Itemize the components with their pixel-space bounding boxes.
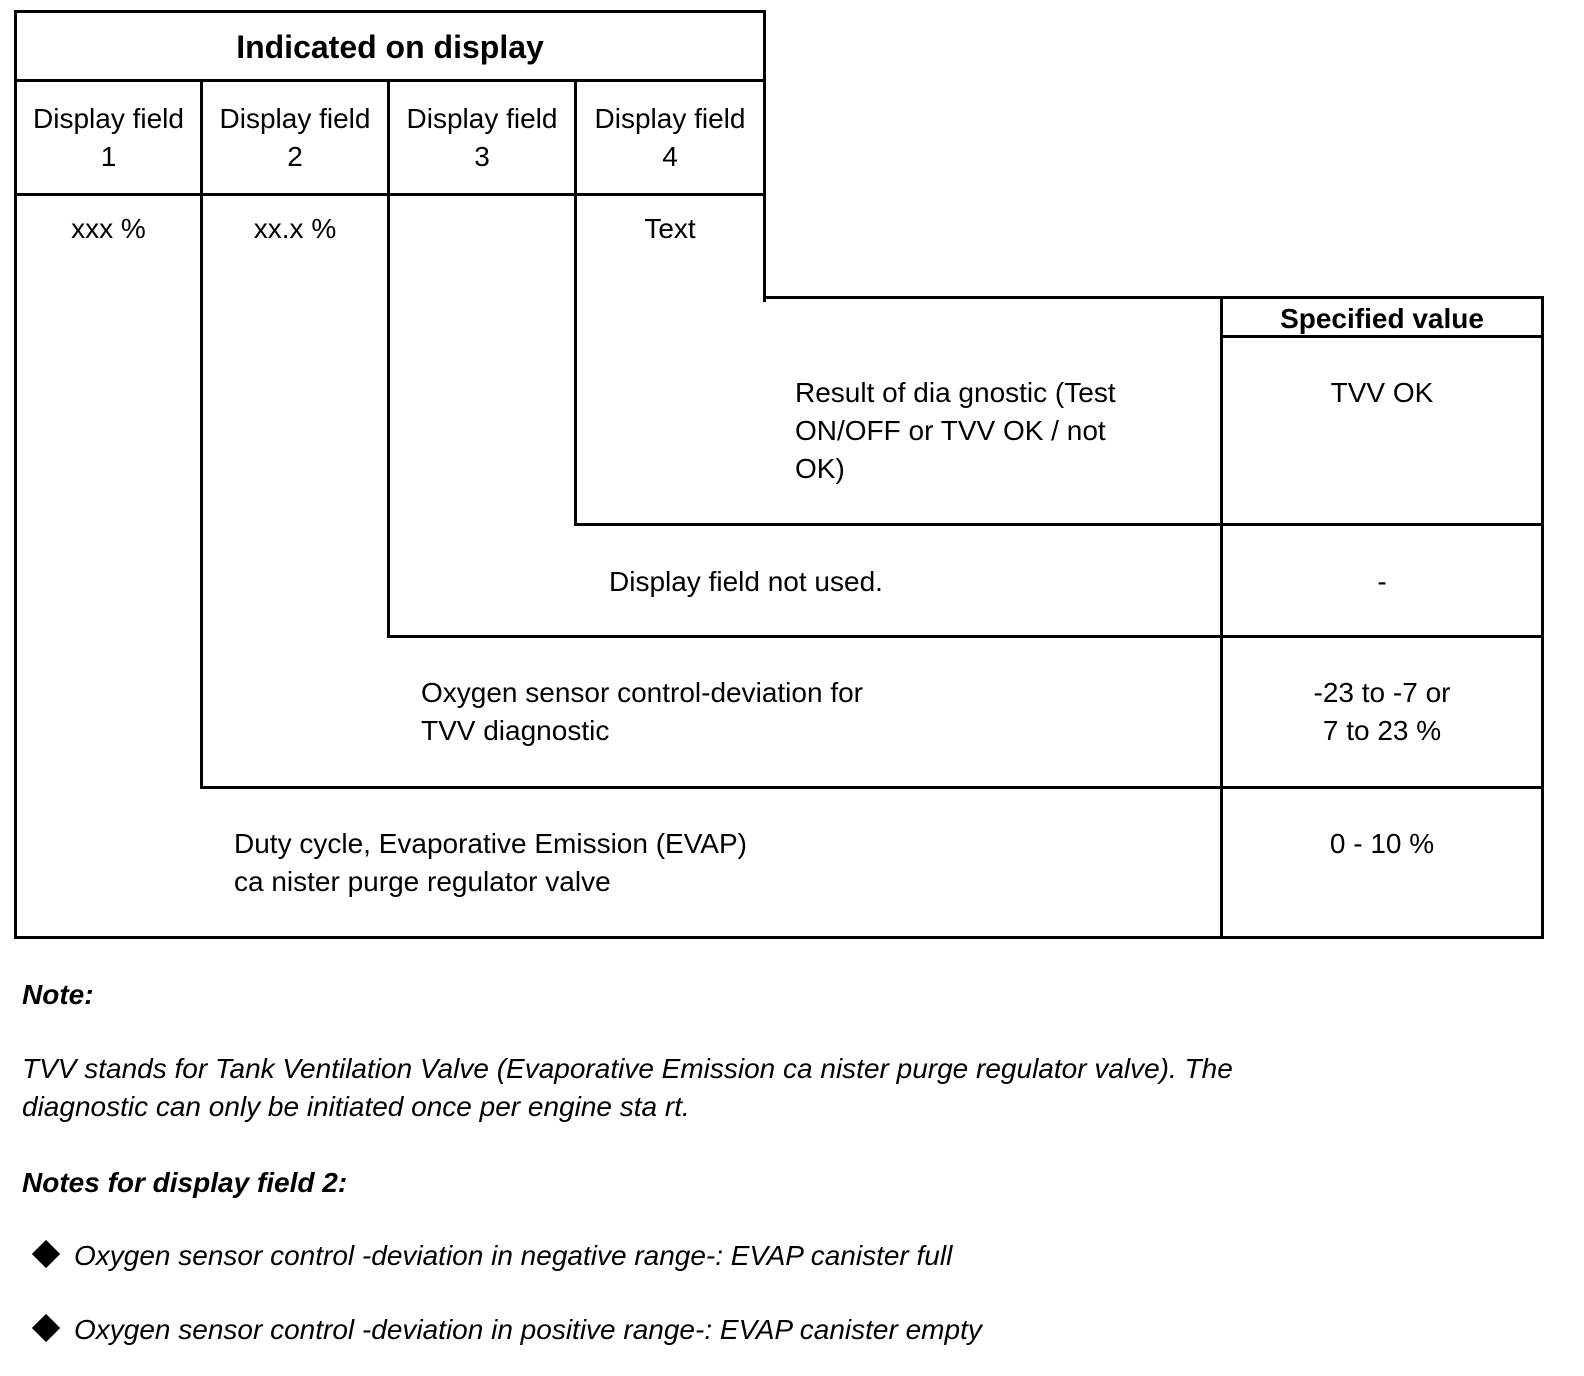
bullet-item-negative: Oxygen sensor control -deviation in negative range-: EVAP canister full xyxy=(74,1240,953,1271)
note-text xyxy=(22,1050,1233,1126)
row-field-4-desc-line-2: ON/OFF or TVV OK / not xyxy=(795,415,1106,446)
display-field-2-label: Display field xyxy=(219,103,371,134)
note-text-line-2: diagnostic can only be initiated once per engine sta rt. xyxy=(22,1091,690,1122)
row-field-1-specified: 0 - 10 % xyxy=(1329,828,1435,859)
row-sep-3 xyxy=(200,786,1544,789)
display-field-1-label: Display field xyxy=(33,103,184,134)
row-field-4-desc-line-3: OK) xyxy=(795,453,845,484)
note-heading: Note: xyxy=(22,979,94,1010)
display-field-1-value: xxx % xyxy=(71,213,146,244)
col-divider-1 xyxy=(200,79,203,789)
row-field-1-description xyxy=(234,825,747,901)
row-field-4-description xyxy=(795,374,1116,488)
outer-left-border xyxy=(14,190,17,939)
upper-right-border xyxy=(763,190,766,302)
table-title: Indicated on display xyxy=(236,29,544,65)
display-field-3-number: 3 xyxy=(474,141,490,172)
step-line xyxy=(763,296,1544,299)
display-field-3-header xyxy=(390,100,574,176)
row-field-4-specified: TVV OK xyxy=(1330,377,1434,408)
specified-value-header: Specified value xyxy=(1280,303,1484,334)
display-field-4-label: Display field xyxy=(594,103,746,134)
row-field-2-specified xyxy=(1223,674,1541,750)
row-field-2-description xyxy=(421,674,863,750)
display-field-3-label: Display field xyxy=(406,103,558,134)
display-field-4-header xyxy=(577,100,763,176)
row-sep-1 xyxy=(574,523,1544,526)
field2-notes-heading: Notes for display field 2: xyxy=(22,1167,348,1198)
row-field-3-specified: - xyxy=(1377,566,1387,597)
bullet-item-positive: Oxygen sensor control -deviation in positive range-: EVAP canister empty xyxy=(74,1314,982,1345)
row-field-2-desc-line-2: TVV diagnostic xyxy=(421,715,610,746)
row-field-4-desc-line-1: Result of dia gnostic (Test xyxy=(795,377,1116,408)
note-text-line-1: TVV stands for Tank Ventilation Valve (Evaporative Emission ca nister purge regulator valve). The xyxy=(22,1053,1233,1084)
display-field-1-number: 1 xyxy=(100,141,117,172)
row-field-3-description: Display field not used. xyxy=(609,566,883,597)
bullet-diamond-icon xyxy=(32,1240,60,1268)
display-field-2-value: xx.x % xyxy=(253,213,337,244)
header-divider xyxy=(14,79,766,82)
bullet-diamond-icon xyxy=(32,1314,60,1342)
display-field-2-number: 2 xyxy=(287,141,303,172)
row-field-1-desc-line-2: ca nister purge regulator valve xyxy=(234,866,611,897)
display-field-4-number: 4 xyxy=(662,141,678,172)
row-field-2-desc-line-1: Oxygen sensor control-deviation for xyxy=(421,677,863,708)
outer-right-border xyxy=(1541,296,1544,939)
display-field-1-header xyxy=(17,100,200,176)
row-field-2-spec-line-1: -23 to -7 or xyxy=(1313,677,1451,708)
row-field-1-desc-line-1: Duty cycle, Evaporative Emission (EVAP) xyxy=(234,828,747,859)
display-field-2-header xyxy=(203,100,387,176)
row-field-2-spec-line-2: 7 to 23 % xyxy=(1322,715,1442,746)
row-sep-2 xyxy=(387,635,1544,638)
outer-bottom-border xyxy=(14,936,1544,939)
display-field-4-value: Text xyxy=(644,213,696,244)
